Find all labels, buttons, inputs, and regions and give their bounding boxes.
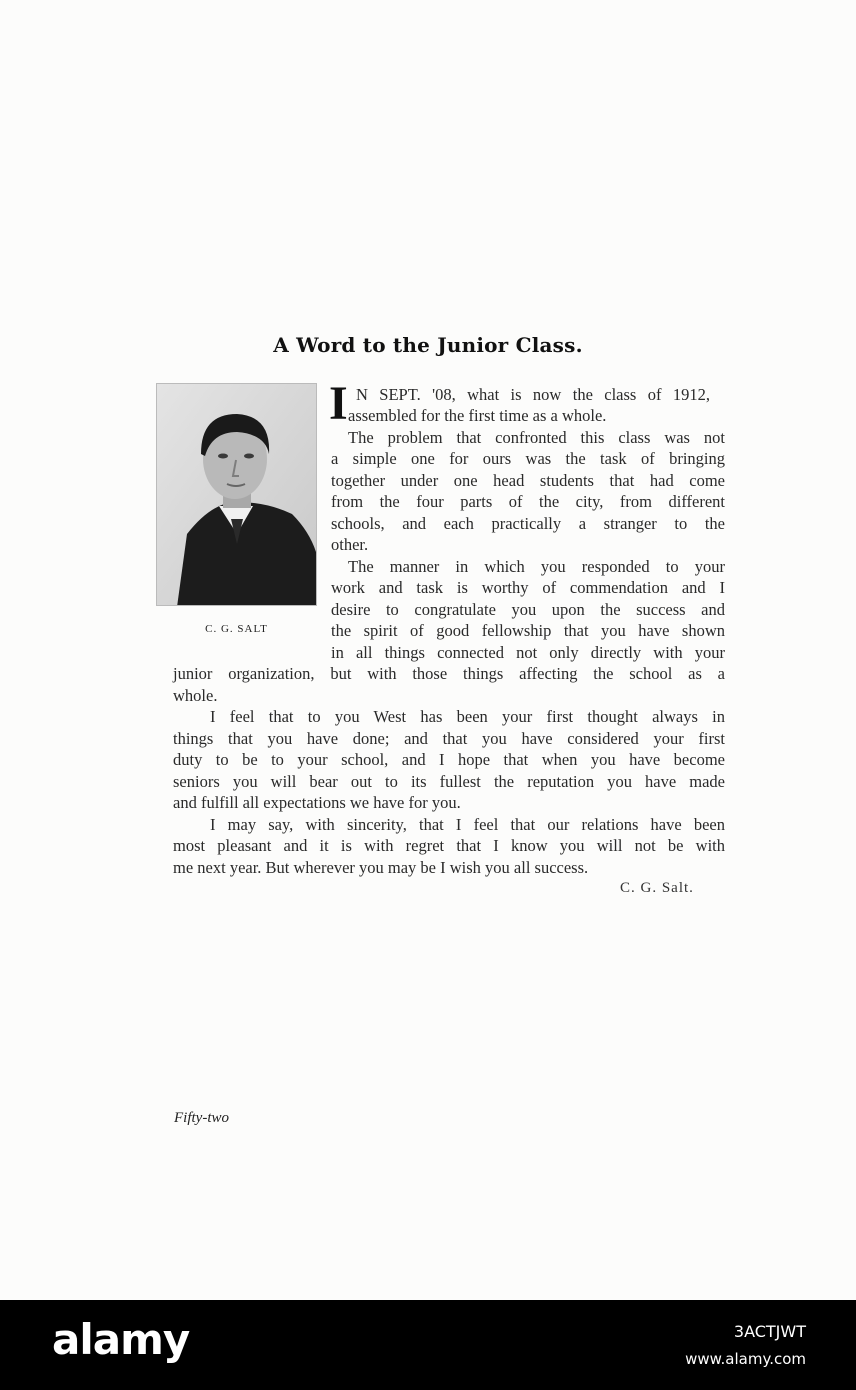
body-line: whole. bbox=[173, 686, 218, 705]
body-line: seniors you will bear out to its fullest the reputation you have made bbox=[173, 772, 725, 791]
drop-cap: I bbox=[329, 377, 348, 430]
body-line: from the four parts of the city, from different bbox=[331, 492, 725, 511]
body-line: other. bbox=[331, 535, 369, 554]
portrait-photo bbox=[156, 383, 317, 606]
body-line: in all things connected not only directly with your bbox=[331, 643, 725, 662]
site-url: www.alamy.com bbox=[685, 1350, 806, 1368]
body-line: together under one head students that had come bbox=[331, 471, 725, 490]
body-line: N SEPT. '08, what is now the class of 1912, bbox=[356, 385, 710, 404]
body-line: schools, and each practically a stranger to the bbox=[331, 514, 725, 533]
body-line: the spirit of good fellowship that you have shown bbox=[331, 621, 725, 640]
body-line: I may say, with sincerity, that I feel that our relations have been bbox=[210, 815, 725, 834]
signature: C. G. Salt. bbox=[620, 880, 694, 896]
body-line: I feel that to you West has been your first thought always in bbox=[210, 707, 725, 726]
body-line: duty to be to your school, and I hope that when you have become bbox=[173, 750, 725, 769]
body-line: things that you have done; and that you have considered your first bbox=[173, 729, 725, 748]
brand-logo: alamy bbox=[52, 1315, 190, 1364]
body-line: most pleasant and it is with regret that I know you will not be with bbox=[173, 836, 725, 855]
body-line: desire to congratulate you upon the success and bbox=[331, 600, 725, 619]
portrait-image bbox=[157, 384, 317, 606]
body-line: The manner in which you responded to your bbox=[348, 557, 725, 576]
body-line: work and task is worthy of commendation and I bbox=[331, 578, 725, 597]
photo-caption: C. G. SALT bbox=[205, 623, 268, 635]
image-id: 3ACTJWT bbox=[733, 1322, 806, 1341]
body-line: and fulfill all expectations we have for you. bbox=[173, 793, 461, 812]
body-line: me next year. But wherever you may be I wish you all success. bbox=[173, 858, 589, 877]
body-line: The problem that confronted this class was not bbox=[348, 428, 725, 447]
article-title: A Word to the Junior Class. bbox=[273, 333, 583, 357]
body-line: junior organization, but with those things affecting the school as a bbox=[173, 664, 725, 683]
body-line: a simple one for ours was the task of bringing bbox=[331, 449, 725, 468]
body-line: assembled for the first time as a whole. bbox=[348, 406, 607, 425]
page-number: Fifty-two bbox=[174, 1110, 229, 1126]
